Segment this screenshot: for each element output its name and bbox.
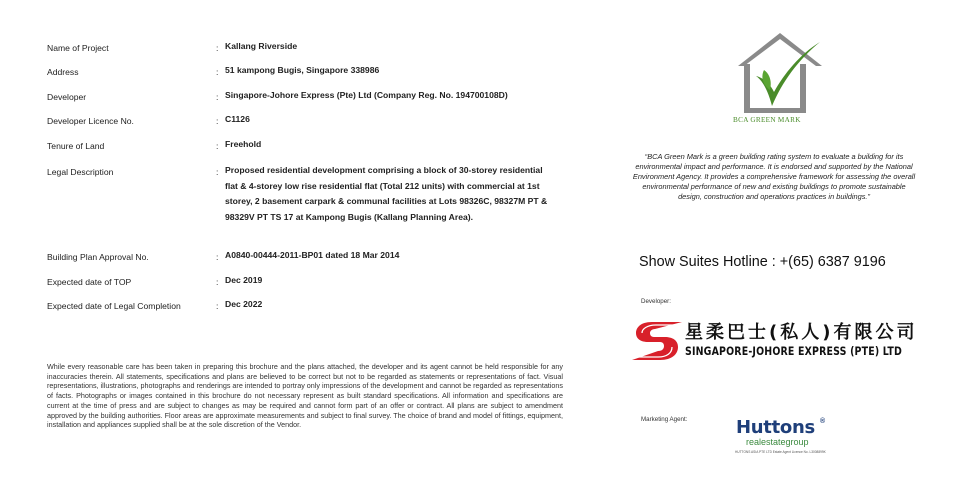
huttons-logo-text: Huttons (736, 417, 815, 438)
value-name-of-project: Kallang Riverside (225, 41, 298, 51)
disclaimer-text: While every reasonable care has been taken in preparing this brochure and the plans attached, the developer and its agent cannot be held responsible for any inaccuracies therein. All statements, specifications and plans are believed to be correct but not to be regarded as statements or representations of fact. Visual representations, illustrations, photographs and renderings are intended to portray only impressions of the development and cannot be regarded as representations of facts. Photographs or images contained in this brochure do not necessary represent as built standard specifications. All information and specifications are current at the time of press and are subject to changes as may be required and cannot form part of an offer or contract. All plans are subject to amendment approved by the building authorities. Floor areas are approximate measurements and subject to final survey. The choice of brand and model of fittings, equipment, installation and appliances supplied shall be at the sole discretion of the Vendor. (47, 362, 563, 430)
marketing-agent-label: Marketing Agent: (641, 416, 688, 423)
value-tenure: Freehold (225, 139, 262, 149)
value-address: 51 kampong Bugis, Singapore 338986 (225, 65, 380, 75)
developer-label: Developer: (641, 298, 671, 305)
colon: : (216, 301, 219, 311)
colon: : (216, 92, 219, 102)
registered-mark: ® (820, 418, 826, 425)
label-developer-licence: Developer Licence No. (47, 116, 134, 126)
colon: : (216, 67, 219, 77)
label-tenure: Tenure of Land (47, 141, 105, 151)
label-name-of-project: Name of Project (47, 43, 109, 53)
colon: : (216, 277, 219, 287)
huttons-licence-text: HUTTONS ASIA PTE LTD Estate Agent Licence No. L3008899K (735, 450, 826, 454)
label-address: Address (47, 67, 79, 77)
green-mark-description: “BCA Green Mark is a green building rating system to evaluate a building for its environmental impact and performance. It is endorsed and supported by the National Environment Agency. It provides a comprehensive framework for assessing the overall environmental performance of new and existing buildings to promote sustainable design, construction and operations practices in buildings.” (632, 152, 916, 201)
label-legal-description: Legal Description (47, 167, 114, 177)
bca-green-mark-house-icon (734, 30, 826, 116)
label-developer: Developer (47, 92, 87, 102)
huttons-subtitle: realestategroup (746, 437, 809, 447)
value-legal-completion: Dec 2022 (225, 299, 263, 309)
value-bp-approval: A0840-00444-2011-BP01 dated 18 Mar 2014 (225, 250, 400, 260)
value-legal-description: Proposed residential development comprising a block of 30-storey residential flat & 4-storey low rise residential flat (Total 212 units) with commercial at 1st storey, 2 basement carpark & communal facilities at Lots 98326C, 98327M PT & 98329V PT TS 17 at Kampong Bugis (Kallang Planning Area). (225, 165, 548, 222)
colon: : (216, 167, 219, 177)
developer-name-english: SINGAPORE-JOHORE EXPRESS (PTE) LTD (685, 344, 902, 358)
value-developer: Singapore-Johore Express (Pte) Ltd (Company Reg. No. 194700108D) (225, 90, 508, 100)
label-top-date: Expected date of TOP (47, 277, 132, 287)
value-top-date: Dec 2019 (225, 275, 263, 285)
colon: : (216, 252, 219, 262)
colon: : (216, 116, 219, 126)
colon: : (216, 43, 219, 53)
bca-green-mark-logo-text: BCA GREEN MARK (733, 116, 801, 124)
sje-logo-icon (630, 320, 686, 362)
show-suites-hotline: Show Suites Hotline : +(65) 6387 9196 (639, 254, 886, 270)
colon: : (216, 141, 219, 151)
label-bp-approval: Building Plan Approval No. (47, 252, 149, 262)
label-legal-completion: Expected date of Legal Completion (47, 301, 181, 311)
developer-name-chinese: 星柔巴士(私人)有限公司 (685, 322, 918, 343)
value-developer-licence: C1126 (225, 114, 250, 124)
